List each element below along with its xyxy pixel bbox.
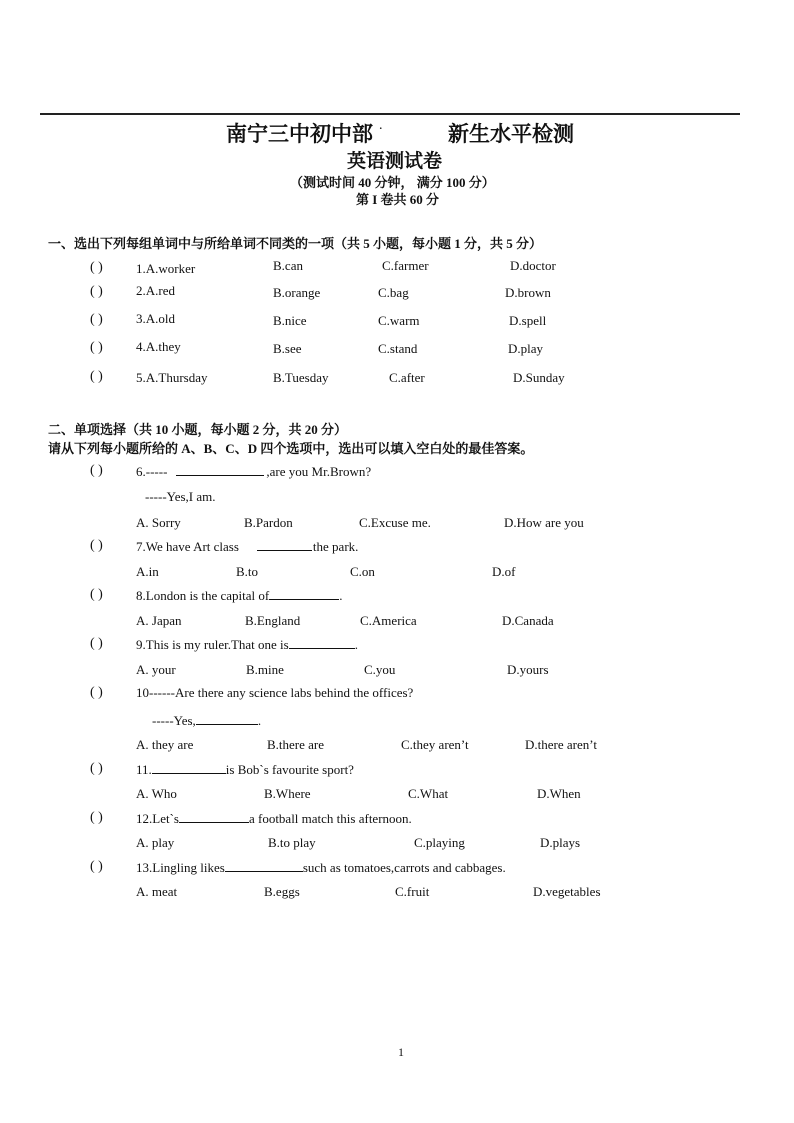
- answer-paren[interactable]: ( ): [90, 284, 103, 299]
- option-b: B.to play: [268, 835, 316, 850]
- option-b: B.there are: [267, 737, 325, 752]
- option-b: B.can: [273, 258, 303, 273]
- answer-blank[interactable]: [152, 761, 226, 774]
- stem-part-1: 6.-----: [136, 464, 168, 479]
- option-d: D.yours: [507, 662, 549, 677]
- option-b: B.to: [236, 564, 259, 579]
- option-c: C.after: [389, 370, 425, 385]
- option-a: A.in: [136, 564, 159, 579]
- question-stem: 2.A.red: [136, 283, 175, 298]
- option-b: B.see: [273, 341, 302, 356]
- question-stem: [136, 810, 412, 827]
- answer-blank[interactable]: [257, 538, 312, 551]
- question-stem: [136, 538, 358, 555]
- answer-blank[interactable]: [225, 859, 303, 872]
- option-d: D.plays: [540, 835, 581, 850]
- option-c: C.farmer: [382, 258, 429, 273]
- option-b: B.mine: [246, 662, 284, 677]
- answer-paren[interactable]: ( ): [90, 859, 103, 874]
- answer-paren[interactable]: ( ): [90, 312, 103, 327]
- option-c: C.fruit: [395, 884, 430, 899]
- option-d: D.Sunday: [513, 370, 565, 385]
- answer-paren[interactable]: ( ): [90, 636, 103, 651]
- question-stem: [136, 761, 354, 778]
- option-d: D.How are you: [504, 515, 584, 530]
- section1-title: 一、选出下列每组单词中与所给单词不同类的一项（共 5 小题，每小题 1 分，共 5 分）: [48, 236, 543, 251]
- option-a: A. Sorry: [136, 515, 181, 530]
- test-name: 新生水平检测: [448, 122, 574, 146]
- answer-blank[interactable]: [289, 636, 355, 649]
- school-name-dot: .: [379, 118, 383, 133]
- option-c: C.they aren’t: [401, 737, 469, 752]
- reply-line: [152, 712, 261, 729]
- stem-part-1: 11.: [136, 762, 152, 777]
- answer-paren[interactable]: ( ): [90, 369, 103, 384]
- school-name: 南宁三中初中部: [226, 122, 373, 146]
- page-number: 1: [398, 1045, 404, 1059]
- answer-blank[interactable]: [269, 587, 339, 600]
- question-stem: [136, 636, 358, 653]
- answer-paren[interactable]: ( ): [90, 260, 103, 275]
- option-d: D.there aren’t: [525, 737, 597, 752]
- question-stem: 5.A.Thursday: [136, 370, 208, 385]
- time-info: （测试时间 40 分钟， 满分 100 分）: [290, 175, 495, 190]
- section2-instruction: 请从下列每小题所给的 A、B、C、D 四个选项中，选出可以填入空白处的最佳答案。: [48, 441, 534, 456]
- option-c: C.on: [350, 564, 375, 579]
- option-a: A. they are: [136, 737, 194, 752]
- question-stem: 10------Are there any science labs behind the offices?: [136, 685, 414, 700]
- stem-part-1: 13.Lingling likes: [136, 860, 225, 875]
- stem-part-1: 9.This is my ruler.That one is: [136, 637, 289, 652]
- option-b: B.England: [245, 613, 301, 628]
- option-c: C.playing: [414, 835, 465, 850]
- option-c: C.stand: [378, 341, 418, 356]
- option-d: D.When: [537, 786, 581, 801]
- stem-part-2: the park.: [312, 539, 359, 554]
- stem-part-1: 12.Let`s: [136, 811, 179, 826]
- option-b: B.orange: [273, 285, 321, 300]
- option-a: A. your: [136, 662, 176, 677]
- reply-part-1: -----Yes,: [152, 713, 196, 728]
- question-stem: [136, 859, 506, 876]
- stem-part-2: such as tomatoes,carrots and cabbages.: [302, 860, 506, 875]
- option-a: A. play: [136, 835, 175, 850]
- section2-title: 二、单项选择（共 10 小题，每小题 2 分，共 20 分）: [48, 422, 348, 437]
- option-a: A. Japan: [136, 613, 182, 628]
- answer-paren[interactable]: ( ): [90, 463, 103, 478]
- option-c: C.Excuse me.: [359, 515, 431, 530]
- question-stem: [136, 587, 342, 604]
- stem-part-2: is Bob`s favourite sport?: [225, 762, 354, 777]
- question-stem: 4.A.they: [136, 339, 181, 354]
- question-stem: 1.A.worker: [136, 261, 196, 276]
- answer-blank[interactable]: [179, 810, 249, 823]
- option-c: C.America: [360, 613, 417, 628]
- option-b: B.Tuesday: [273, 370, 329, 385]
- stem-part-2: a football match this afternoon.: [248, 811, 412, 826]
- option-b: B.eggs: [264, 884, 300, 899]
- option-b: B.Where: [264, 786, 311, 801]
- answer-blank[interactable]: [196, 712, 258, 725]
- answer-paren[interactable]: ( ): [90, 587, 103, 602]
- stem-part-2: ,are you Mr.Brown?: [266, 464, 372, 479]
- reply-line: -----Yes,I am.: [145, 489, 216, 504]
- stem-part-1: 7.We have Art class: [136, 539, 239, 554]
- option-d: D.play: [508, 341, 544, 356]
- stem-part-1: 8.London is the capital of: [136, 588, 270, 603]
- answer-paren[interactable]: ( ): [90, 340, 103, 355]
- option-c: C.you: [364, 662, 396, 677]
- option-a: A. meat: [136, 884, 178, 899]
- option-c: C.warm: [378, 313, 420, 328]
- question-stem: [136, 463, 371, 480]
- answer-paren[interactable]: ( ): [90, 810, 103, 825]
- option-c: C.What: [408, 786, 449, 801]
- answer-paren[interactable]: ( ): [90, 761, 103, 776]
- option-d: D.vegetables: [533, 884, 601, 899]
- option-a: A. Who: [136, 786, 177, 801]
- stem-part-2: .: [339, 588, 343, 603]
- option-d: D.of: [492, 564, 516, 579]
- reply-part-2: .: [257, 713, 262, 728]
- stem-part-2: .: [354, 637, 358, 652]
- question-stem: 3.A.old: [136, 311, 175, 326]
- option-b: B.Pardon: [244, 515, 293, 530]
- option-d: D.brown: [505, 285, 551, 300]
- answer-blank[interactable]: [176, 463, 264, 476]
- option-c: C.bag: [378, 285, 409, 300]
- answer-paren[interactable]: ( ): [90, 685, 103, 700]
- option-d: D.spell: [509, 313, 547, 328]
- option-d: D.Canada: [502, 613, 554, 628]
- option-b: B.nice: [273, 313, 307, 328]
- option-d: D.doctor: [510, 258, 556, 273]
- header-rule: [40, 113, 740, 115]
- page-title: 英语测试卷: [347, 151, 443, 172]
- answer-paren[interactable]: ( ): [90, 538, 103, 553]
- volume-info: 第 I 卷共 60 分: [356, 192, 440, 207]
